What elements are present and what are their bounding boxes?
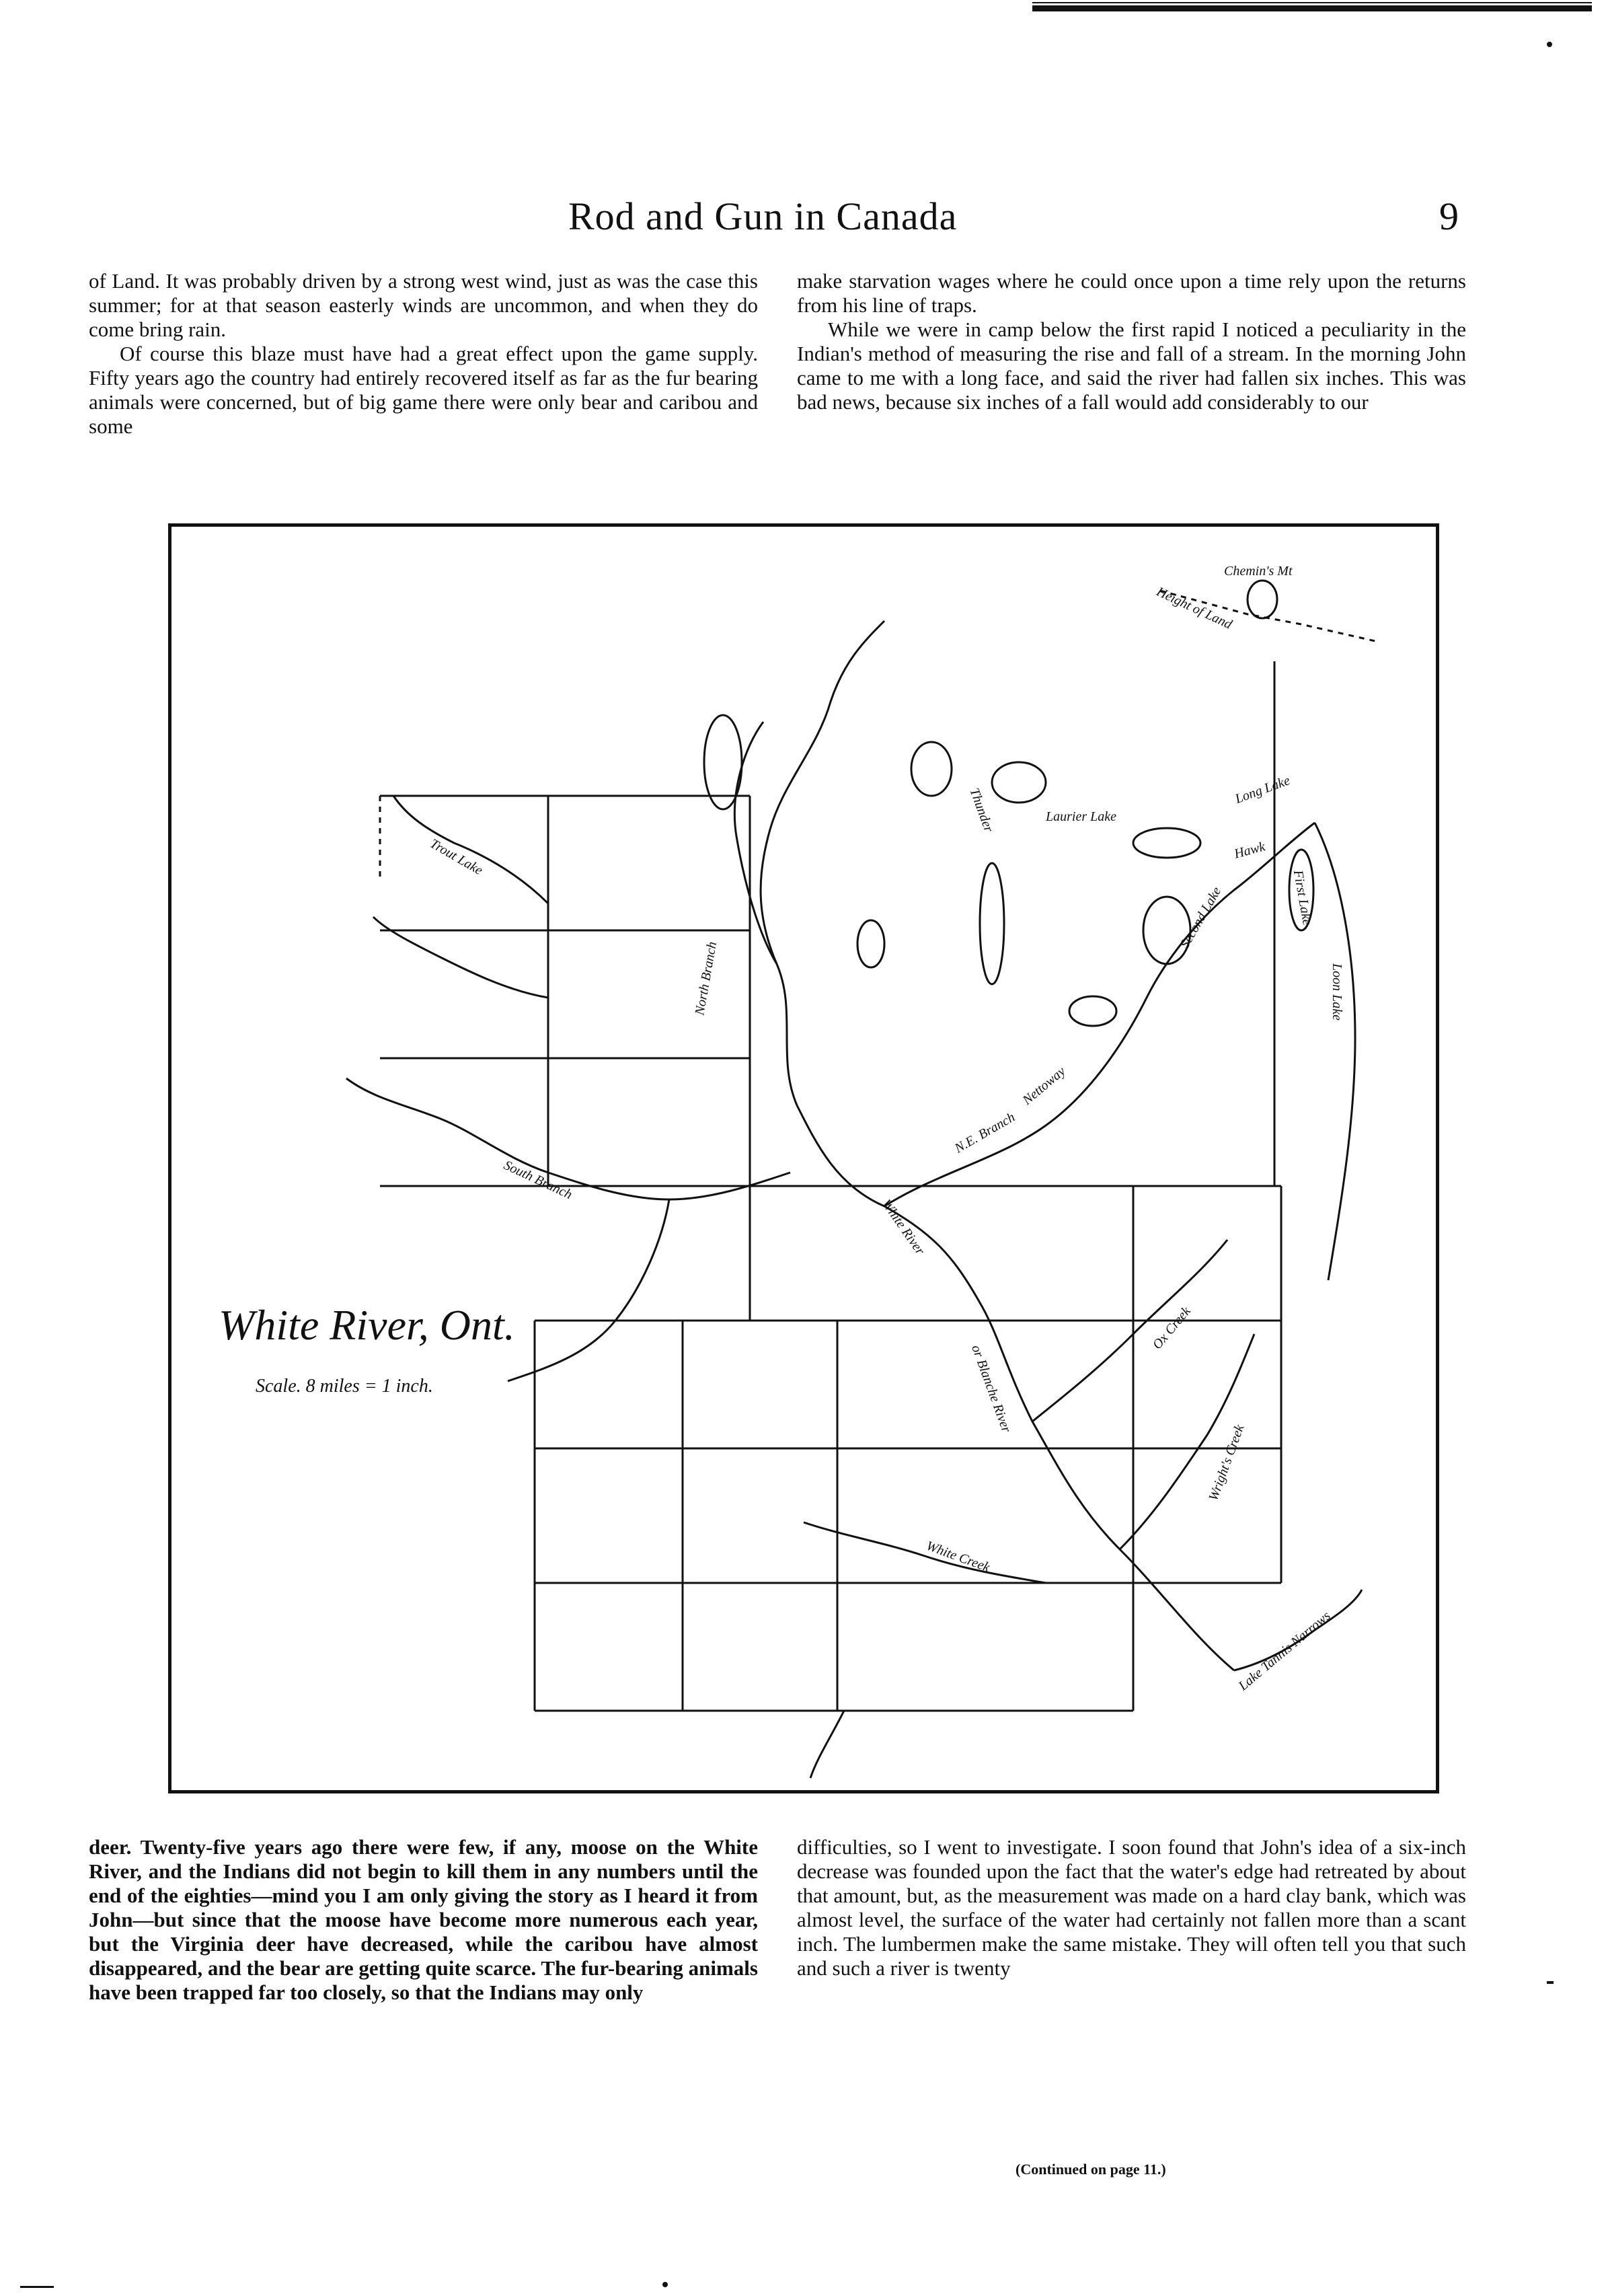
top-rule-thin — [1032, 2, 1592, 3]
bottom-left-column — [89, 1835, 758, 2005]
speck-mark — [20, 2286, 54, 2288]
label-hawk: Hawk — [1232, 839, 1267, 862]
southwest-river — [508, 1199, 669, 1381]
lake — [857, 920, 884, 967]
label-ox-creek: Ox Creek — [1149, 1304, 1194, 1353]
label-blanche-river: or Blanche River — [968, 1343, 1014, 1435]
rivers — [346, 621, 1362, 1778]
map-figure — [168, 523, 1439, 1793]
paragraph: difficulties, so I went to investigate. I soon found that John's idea of a six-inch decrease was founded upon the fact that the water's edge had retreated by about that amount, but, as the measurement was made on a hard clay bank, which was almost level, the surface of the water had certainly not fallen more than a scant inch. The lumbermen make the same mistake. They will often tell you that such and such a river is twenty — [797, 1835, 1466, 1980]
ne-branch — [884, 823, 1315, 1206]
label-white-river: White River — [878, 1197, 928, 1258]
speck-mark — [1547, 42, 1552, 47]
east-river — [1315, 823, 1355, 1280]
label-first-lake: First Lake — [1290, 868, 1315, 927]
label-loon-lake: Loon Lake — [1330, 963, 1344, 1021]
white-river-main — [761, 621, 1234, 1670]
west-river-2 — [393, 796, 548, 903]
label-ne-branch: N.E. Branch — [952, 1109, 1018, 1156]
west-river — [373, 917, 548, 998]
township-grid — [380, 661, 1281, 1711]
paragraph: deer. Twenty-five years ago there were few, if any, moose on the White River, and the Indians did not begin to kill them in any numbers until the end of the eighties—mind you I am only giving the story as I heard it from John—but since that the moose have become more numerous each year, but the Virginia deer have decreased, while the caribou have almost disappeared, and the bear are getting quite scarce. The fur-bearing animals have been trapped far too closely, so that the Indians may only — [89, 1835, 758, 2004]
lake — [980, 863, 1004, 984]
label-chemins-mt: Chemin's Mt — [1224, 564, 1293, 579]
bottom-river — [810, 1711, 844, 1778]
lake — [992, 762, 1046, 803]
top-left-column — [89, 269, 758, 439]
speck-mark — [1547, 1981, 1554, 1984]
top-rule-thick — [1032, 5, 1592, 11]
speck-mark — [662, 2282, 668, 2287]
label-north-branch: North Branch — [692, 940, 720, 1016]
south-branch — [346, 1078, 790, 1199]
label-nettoway: Nettoway — [1020, 1064, 1069, 1108]
continued-note: (Continued on page 11.) — [1016, 2161, 1166, 2178]
page-header — [0, 194, 1608, 254]
chemins-mountain — [1248, 581, 1277, 618]
lake — [1143, 897, 1190, 964]
bottom-right-column — [797, 1835, 1466, 1980]
map-drawing — [171, 527, 1436, 1790]
top-right-column — [797, 269, 1466, 414]
lake — [911, 742, 952, 796]
label-laurier-lake: Laurier Lake — [1046, 809, 1116, 824]
label-south-branch: South Branch — [501, 1157, 575, 1203]
label-trout-lake: Trout Lake — [427, 836, 486, 879]
map-title: White River, Ont. — [219, 1301, 515, 1349]
label-long-lake: Long Lake — [1233, 773, 1293, 807]
paragraph: Of course this blaze must have had a great effect upon the game supply. Fifty years ago the country had entirely recovered itself as far as the fur bearing animals were concerned, but of big game there were only bear and caribou and some — [89, 342, 758, 438]
ox-creek — [1032, 1240, 1227, 1421]
height-of-land-line — [380, 591, 1375, 877]
page-number: 9 — [1439, 194, 1459, 238]
label-wrights-creek: Wright's Creek — [1206, 1422, 1248, 1503]
lake — [1069, 996, 1116, 1026]
label-lake-tannis: Lake Tannis Narrows — [1235, 1608, 1334, 1694]
label-height-of-land: Height of Land — [1154, 584, 1235, 632]
map-scale: Scale. 8 miles = 1 inch. — [256, 1376, 433, 1397]
paragraph: of Land. It was probably driven by a strong west wind, just as was the case this summer; for at that season easterly winds are uncommon, and when they do come bring rain. — [89, 269, 758, 341]
paragraph: make starvation wages where he could once upon a time rely upon the returns from his line of traps. — [797, 269, 1466, 317]
lakes — [704, 581, 1313, 1026]
lake — [1133, 828, 1200, 858]
label-white-creek: White Creek — [924, 1538, 992, 1576]
label-second-lake: Second Lake — [1177, 884, 1225, 951]
running-title: Rod and Gun in Canada — [568, 194, 958, 238]
paragraph: While we were in camp below the first rapid I noticed a peculiarity in the Indian's method of measuring the rise and fall of a stream. In the morning John came to me with a long face, and said the river had fallen six inches. This was bad news, because six inches of a fall would add considerably to our — [797, 318, 1466, 414]
label-thunder: Thunder — [966, 786, 997, 834]
